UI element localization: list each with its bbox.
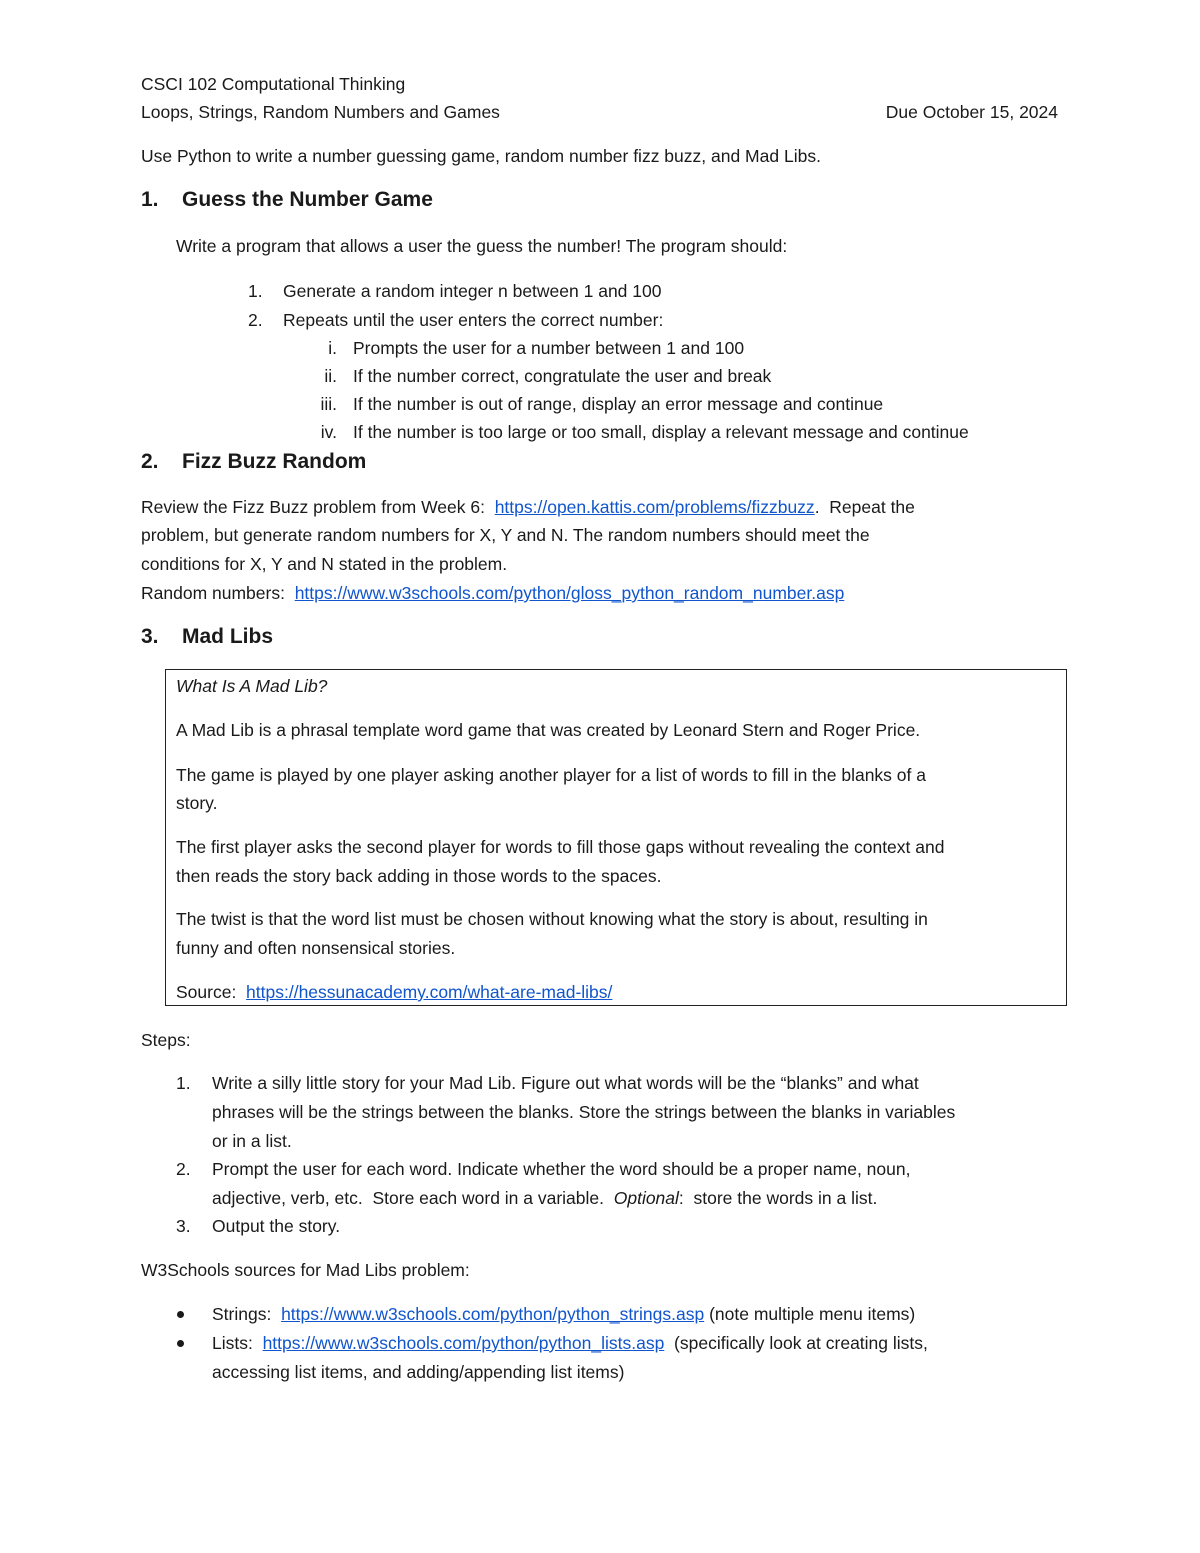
assignment-title: Loops, Strings, Random Numbers and Games xyxy=(141,102,500,122)
section2-line1-prefix: Review the Fizz Buzz problem from Week 6: xyxy=(141,497,495,517)
strings-source xyxy=(212,1304,915,1325)
kattis-fizzbuzz-link[interactable]: https://open.kattis.com/problems/fizzbuzz xyxy=(494,497,815,517)
s1-step-text: Repeats until the user enters the correct number: xyxy=(283,310,664,330)
s1-step-text: Generate a random integer n between 1 and 100 xyxy=(283,281,662,301)
steps-label: Steps: xyxy=(141,1030,191,1050)
w3schools-random-link[interactable]: https://www.w3schools.com/python/gloss_python_random_number.asp xyxy=(294,583,845,603)
strings-note: (note multiple menu items) xyxy=(704,1304,916,1324)
mad-lib-step-num: 2. xyxy=(176,1159,191,1179)
bullet-icon xyxy=(177,1311,184,1318)
box-paragraph: A Mad Lib is a phrasal template word game that was created by Leonard Stern and Roger Price. xyxy=(176,720,921,740)
section1-number: 1. xyxy=(141,188,159,211)
section2-line3: conditions for X, Y and N stated in the problem. xyxy=(141,554,508,574)
step2-text: adjective, verb, etc. Store each word in a variable. xyxy=(212,1188,614,1208)
mad-lib-step-text xyxy=(212,1188,877,1209)
due-date: Due October 15, 2024 xyxy=(885,102,1058,122)
section2-title: Fizz Buzz Random xyxy=(182,450,367,473)
mad-lib-step-text: Write a silly little story for your Mad Lib. Figure out what words will be the “blanks” and what xyxy=(212,1073,919,1093)
s1-substep-text: If the number is too large or too small, display a relevant message and continue xyxy=(353,422,969,442)
sources-label: W3Schools sources for Mad Libs problem: xyxy=(141,1260,470,1280)
lists-label: Lists: xyxy=(212,1333,263,1353)
s1-step-num: 1. xyxy=(248,281,263,301)
section2-line1 xyxy=(141,497,915,518)
box-paragraph: The first player asks the second player for words to fill those gaps without revealing the context and xyxy=(176,837,945,857)
box-paragraph: then reads the story back adding in those words to the spaces. xyxy=(176,866,662,886)
section1-lead: Write a program that allows a user the guess the number! The program should: xyxy=(176,236,788,256)
section2-line1-suffix: . Repeat the xyxy=(814,497,915,517)
mad-lib-step-text: Prompt the user for each word. Indicate whether the word should be a proper name, noun, xyxy=(212,1159,911,1179)
section3-title: Mad Libs xyxy=(182,625,274,648)
mad-lib-step-text: Output the story. xyxy=(212,1216,341,1236)
box-paragraph: The twist is that the word list must be chosen without knowing what the story is about, resulting in xyxy=(176,909,928,929)
box-heading: What Is A Mad Lib? xyxy=(176,676,328,696)
hessun-academy-link[interactable]: https://hessunacademy.com/what-are-mad-libs/ xyxy=(246,982,613,1002)
s1-substep-text: If the number is out of range, display an error message and continue xyxy=(353,394,884,414)
w3schools-strings-link[interactable]: https://www.w3schools.com/python/python_strings.asp xyxy=(281,1304,705,1324)
s1-substep-num: i. xyxy=(328,338,337,358)
box-source xyxy=(176,982,612,1003)
section2-line4 xyxy=(141,583,844,604)
lists-source xyxy=(212,1333,928,1354)
box-paragraph: story. xyxy=(176,793,218,813)
s1-substep-text: Prompts the user for a number between 1 and 100 xyxy=(353,338,745,358)
section2-line2: problem, but generate random numbers for X, Y and N. The random numbers should meet the xyxy=(141,525,870,545)
random-numbers-label: Random numbers: xyxy=(141,583,295,603)
w3schools-lists-link[interactable]: https://www.w3schools.com/python/python_lists.asp xyxy=(262,1333,665,1353)
section2-number: 2. xyxy=(141,450,159,473)
course-title: CSCI 102 Computational Thinking xyxy=(141,74,406,94)
strings-label: Strings: xyxy=(212,1304,282,1324)
box-paragraph: The game is played by one player asking another player for a list of words to fill in the blanks of a xyxy=(176,765,926,785)
lists-note-continued: accessing list items, and adding/appending list items) xyxy=(212,1362,625,1382)
box-paragraph: funny and often nonsensical stories. xyxy=(176,938,456,958)
lists-note: (specifically look at creating lists, xyxy=(664,1333,928,1353)
s1-step-num: 2. xyxy=(248,310,263,330)
intro-text: Use Python to write a number guessing game, random number fizz buzz, and Mad Libs. xyxy=(141,146,821,166)
mad-lib-step-num: 1. xyxy=(176,1073,191,1093)
section1-title: Guess the Number Game xyxy=(182,188,433,211)
s1-substep-num: ii. xyxy=(324,366,337,386)
s1-substep-num: iv. xyxy=(320,422,337,442)
section3-number: 3. xyxy=(141,625,159,648)
mad-lib-step-text: or in a list. xyxy=(212,1131,292,1151)
mad-lib-step-num: 3. xyxy=(176,1216,191,1236)
step2-text-suffix: : store the words in a list. xyxy=(678,1188,878,1208)
s1-substep-num: iii. xyxy=(320,394,337,414)
s1-substep-text: If the number correct, congratulate the user and break xyxy=(353,366,772,386)
source-label: Source: xyxy=(176,982,247,1002)
bullet-icon xyxy=(177,1340,184,1347)
mad-lib-step-text: phrases will be the strings between the blanks. Store the strings between the blanks in variables xyxy=(212,1102,956,1122)
optional-italic: Optional xyxy=(613,1188,679,1208)
